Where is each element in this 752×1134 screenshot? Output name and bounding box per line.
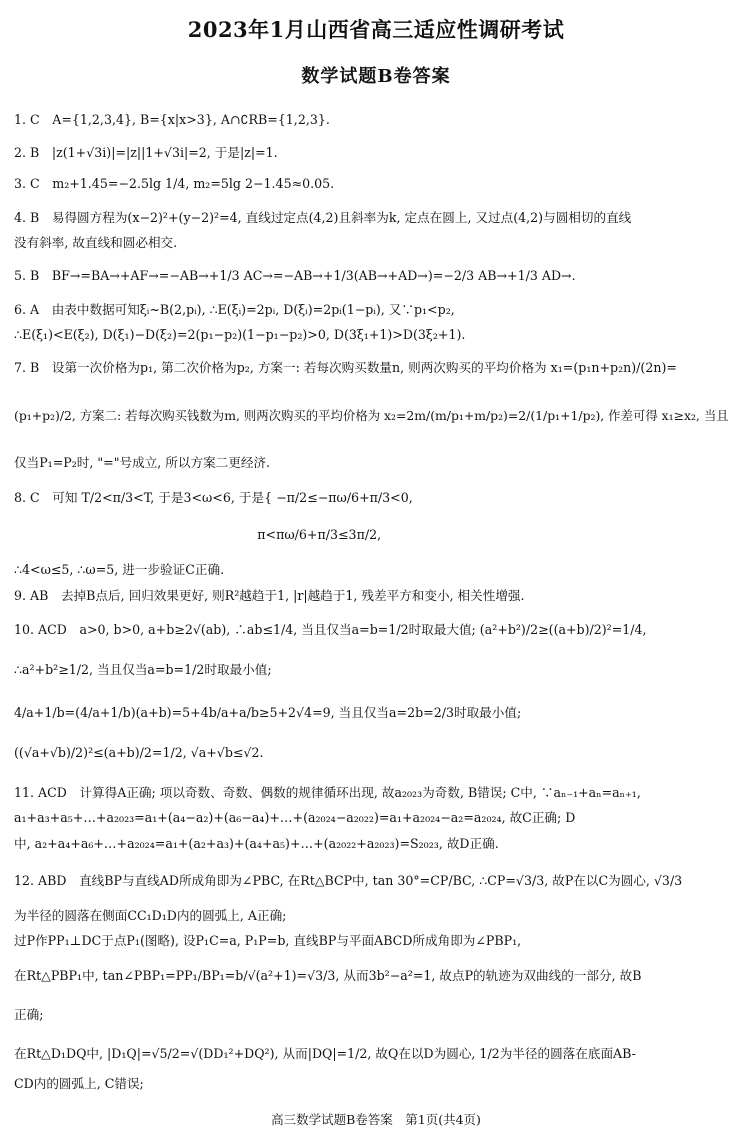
answer-line: 没有斜率, 故直线和圆必相交. — [14, 235, 178, 250]
answer-line: 4/a+1/b=(4/a+1/b)(a+b)=5+4b/a+a/b≥5+2√4=9, 当且仅当a=2b=2/3时取最小值; — [14, 705, 522, 720]
answer-line: (p₁+p₂)/2, 方案二: 若每次购买钱数为m, 则两次购买的平均价格为 x₂=2m/(m/p₁+m/p₂)=2/(1/p₁+1/p₂), 作差可得 x₁≥x₂, 当且 — [14, 408, 729, 423]
answer-line: 9. AB 去掉B点后, 回归效果更好, 则R²越趋于1, |r|越趋于1, 残差平方和变小, 相关性增强. — [14, 588, 525, 603]
answer-line: 10. ACD a>0, b>0, a+b≥2√(ab), ∴ab≤1/4, 当且仅当a=b=1/2时取最大值; (a²+b²)/2≥((a+b)/2)²=1/4, — [14, 622, 647, 637]
page-title: 2023年1月山西省高三适应性调研考试 — [187, 17, 565, 42]
answer-line: a₁+a₃+a₅+…+a₂₀₂₃=a₁+(a₄−a₂)+(a₆−a₄)+…+(a₂₀₂₄−a₂₀₂₂)=a₁+a₂₀₂₄−a₂=a₂₀₂₄, 故C正确; D — [14, 810, 576, 825]
answer-line: 4. B 易得圆方程为(x−2)²+(y−2)²=4, 直线过定点(4,2)且斜率为k, 定点在圆上, 又过点(4,2)与圆相切的直线 — [14, 210, 632, 225]
answer-line: 6. A 由表中数据可知ξᵢ~B(2,pᵢ), ∴E(ξᵢ)=2pᵢ, D(ξᵢ)=2pᵢ(1−pᵢ), 又∵p₁<p₂, — [14, 302, 455, 317]
answer-line: 在Rt△D₁DQ中, |D₁Q|=√5/2=√(DD₁²+DQ²), 从而|DQ|=1/2, 故Q在以D为圆心, 1/2为半径的圆落在底面AB- — [14, 1046, 636, 1061]
answer-line: 过P作PP₁⊥DC于点P₁(图略), 设P₁C=a, P₁P=b, 直线BP与平面ABCD所成角即为∠PBP₁, — [14, 933, 522, 948]
answer-line: ∴4<ω≤5, ∴ω=5, 进一步验证C正确. — [14, 562, 225, 577]
answer-line: π<πω/6+π/3≤3π/2, — [14, 527, 382, 542]
answer-line: CD内的圆弧上, C错误; — [14, 1076, 144, 1091]
answer-line: 1. C A={1,2,3,4}, B={x|x>3}, A∩∁RB={1,2,3}. — [14, 112, 330, 127]
answer-line: 12. ABD 直线BP与直线AD所成角即为∠PBC, 在Rt△BCP中, tan 30°=CP/BC, ∴CP=√3/3, 故P在以C为圆心, √3/3 — [14, 873, 683, 888]
answer-line: 仅当P₁=P₂时, "="号成立, 所以方案二更经济. — [14, 455, 271, 470]
page-footer: 高三数学试题B卷答案 第1页(共4页) — [271, 1112, 481, 1127]
answer-line: 11. ACD 计算得A正确; 项以奇数、奇数、偶数的规律循环出现, 故a₂₀₂₃为奇数, B错误; C中, ∵aₙ₋₁+aₙ=aₙ₊₁, — [14, 785, 641, 800]
page-subtitle: 数学试题B卷答案 — [301, 66, 451, 87]
answer-line: 在Rt△PBP₁中, tan∠PBP₁=PP₁/BP₁=b/√(a²+1)=√3/3, 从而3b²−a²=1, 故点P的轨迹为双曲线的一部分, 故B — [14, 968, 642, 983]
answer-line: ∴a²+b²≥1/2, 当且仅当a=b=1/2时取最小值; — [14, 662, 272, 677]
answer-line: 为半径的圆落在侧面CC₁D₁D内的圆弧上, A正确; — [14, 908, 287, 923]
answer-line: 3. C m₂+1.45=−2.5lg 1/4, m₂=5lg 2−1.45≈0.05. — [14, 176, 335, 191]
answer-line: 中, a₂+a₄+a₆+…+a₂₀₂₄=a₁+(a₂+a₃)+(a₄+a₅)+…+(a₂₀₂₂+a₂₀₂₃)=S₂₀₂₃, 故D正确. — [14, 836, 499, 851]
answer-line: ∴E(ξ₁)<E(ξ₂), D(ξ₁)−D(ξ₂)=2(p₁−p₂)(1−p₁−p₂)>0, D(3ξ₁+1)>D(3ξ₂+1). — [14, 327, 466, 342]
answer-line: 正确; — [14, 1007, 44, 1022]
answer-line: 2. B |z(1+√3i)|=|z||1+√3i|=2, 于是|z|=1. — [14, 145, 278, 160]
answer-line: 8. C 可知 T/2<π/3<T, 于是3<ω<6, 于是{ −π/2≤−πω/6+π/3<0, — [14, 490, 413, 505]
answer-line: ((√a+√b)/2)²≤(a+b)/2=1/2, √a+√b≤√2. — [14, 745, 264, 760]
answer-line: 7. B 设第一次价格为p₁, 第二次价格为p₂, 方案一: 若每次购买数量n, 则两次购买的平均价格为 x₁=(p₁n+p₂n)/(2n)= — [14, 360, 677, 375]
answer-line: 5. B BF→=BA→+AF→=−AB→+1/3 AC→=−AB→+1/3(AB→+AD→)=−2/3 AB→+1/3 AD→. — [14, 268, 576, 283]
